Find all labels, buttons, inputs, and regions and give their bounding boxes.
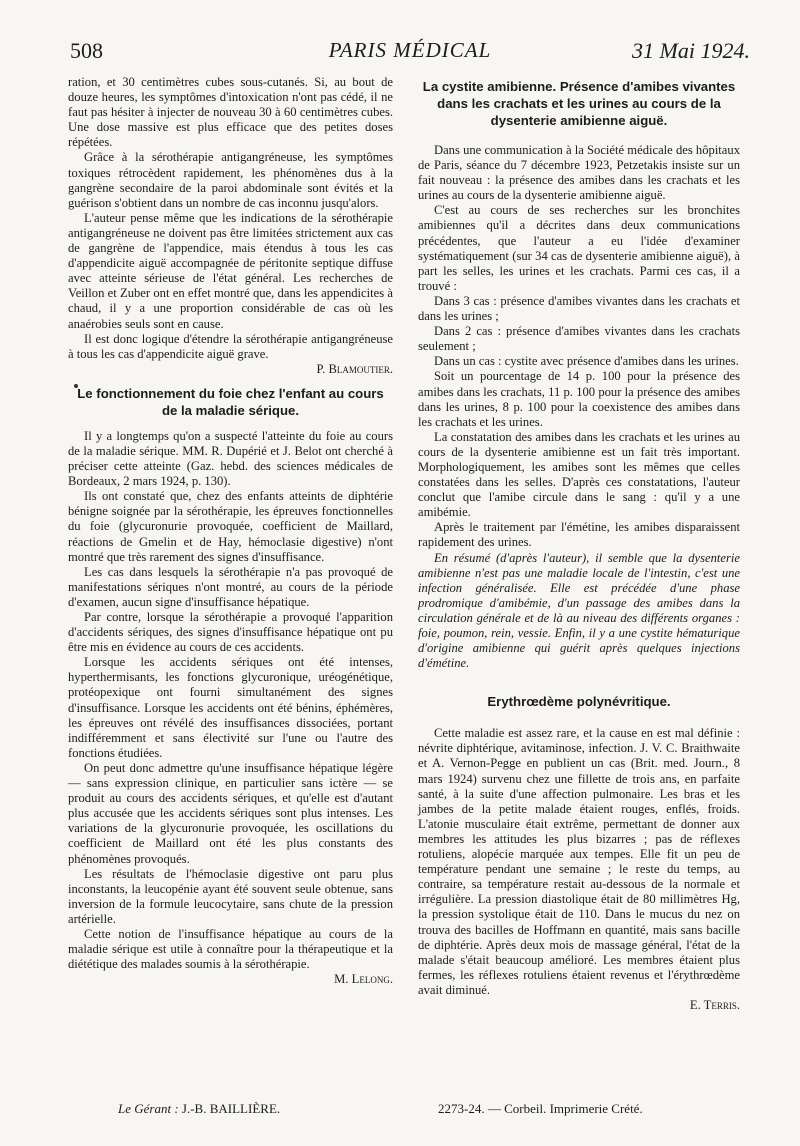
page-header: [70, 38, 750, 68]
gerant-line: [118, 1101, 280, 1117]
journal-title: PARIS MÉDICAL: [328, 38, 492, 62]
paragraph: Il y a longtemps qu'on a suspecté l'atteinte du foie au cours de la maladie sérique. MM. R. Dupérié et J. Belot ont cherché à préciser cette atteinte (Gaz. hebd. des sciences médicales de Bordeaux, 2 mars 1924, p. 130).: [68, 428, 393, 489]
printer-line: 2273-24. — Corbeil. Imprimerie Crété.: [438, 1101, 643, 1116]
paragraph: Après le traitement par l'émétine, les amibes disparaissent rapidement des urines.: [418, 520, 740, 550]
left-column: [68, 75, 393, 987]
paragraph: ration, et 30 centimètres cubes sous-cutanés. Si, au bout de douze heures, les symptômes d'intoxication n'ont pas cédé, il ne faut pas hésiter à injecter de nouveau 30 à 60 centimètres cubes. Une dose massive est plus efficace que des petites doses répétées.: [68, 75, 393, 150]
paragraph: Dans 2 cas : présence d'amibes vivantes dans les crachats seulement ;: [418, 324, 740, 354]
page-number: 508: [70, 38, 103, 63]
paragraph: Les résultats de l'hémoclasie digestive ont paru plus inconstants, la leucopénie ayant été souvent seule obtenue, sans inversion de la formule leucocytaire, sans chute de la pression artérielle.: [68, 866, 393, 926]
paragraph: Ils ont constaté que, chez des enfants atteints de diphtérie bénigne soignée par la sérothérapie, les épreuves fonctionnelles du foie (glycuronurie provoquée, coefficient de Maillard, réactions de Gmelin et de Hay, hémoclasie digestive) n'ont montré que très rarement des signes d'insuffisance.: [68, 489, 393, 564]
right-column: [418, 78, 740, 1013]
author-signature: E. Terris.: [689, 997, 740, 1012]
section-title: La cystite amibienne. Présence d'amibes vivantes dans les crachats et les urines au cours de la dysenterie amibienne aiguë.: [422, 79, 736, 128]
paragraph: Dans 3 cas : présence d'amibes vivantes dans les crachats et dans les urines ;: [418, 293, 740, 324]
paragraph: Dans une communication à la Société médicale des hôpitaux de Paris, séance du 7 décembre 1923, Petzetakis insiste sur un fait nouveau : la présence des amibes dans les crachats et les urines au cours de la dysenterie amibienne aiguë.: [418, 143, 740, 203]
paragraph: Lorsque les accidents sériques ont été intenses, hyperthermisants, les fonctions glycuronique, uréogénétique, protéopexique ont fourni simultanément des signes d'insuffisance. Lorsque les accidents ont été bénins, éphémères, les épreuves ont révélé des insuffisances dissociées, portant indifféremment et sans électivité sur l'une ou l'autre des fonctions étudiées.: [68, 655, 393, 760]
author-signature: P. Blamoutier.: [316, 361, 393, 376]
paragraph: En résumé (d'après l'auteur), il semble que la dysenterie amibienne n'est pas une maladie locale de l'intestin, c'est une infection généralisée. Elle est précédée d'une phase prodromique d'amibémie, d'un passage des amibes dans la circulation générale et de là au niveau des différents organes : foie, poumon, rein, vessie. Enfin, il y a une cystite hématurique d'origine amibienne qui guérit après quelques injections d'émétine.: [418, 550, 740, 671]
author-signature: M. Lelong.: [334, 972, 393, 987]
paragraph: On peut donc admettre qu'une insuffisance hépatique légère — sans expression clinique, en particulier sans ictère — se produit au cours des accidents sériques, et qu'elle est d'autant plus accusée que les accidents sériques sont plus intenses. Les variations de la glycuronurie provoquée, les oscillations du coefficient de Maillard ont été les plus constants des phénomènes provoqués.: [68, 760, 393, 866]
paragraph: Les cas dans lesquels la sérothérapie n'a pas provoqué de manifestations sériques n'ont montré, au cours de la période d'examen, aucun signe d'insuffisance hépatique.: [68, 564, 393, 609]
paragraph: Par contre, lorsque la sérothérapie a provoqué l'apparition d'accidents sériques, des signes d'insuffisance hépatique ont pu être mis en évidence au cours de ces accidents.: [68, 610, 393, 655]
paragraph: Cette maladie est assez rare, et la cause en est mal définie : névrite diphtérique, avitaminose, infection. J. V. C. Braithwaite et A. Vernon-Pegge en publient un cas (Brit. med. Journ., 8 mars 1924) survenu chez une fillette de trois ans, en parfaite santé, à la suite d'une affection pulmonaire. Les bras et les jambes de la petite malade étaient rouges, enflés, froids. L'atonie musculaire était extrême, permettant de donner aux membres les attitudes les plus bizarres ; pas de réflexes rotuliens, alopécie marquée aux tempes. Elle fit un peu de température pendant une semaine ; le reste du temps, au contraire, sa température restait au-dessous de la normale et irrégulière. La pression diastolique était de 80 millimètres Hg, la pression systolique était de 110. Dans le mucus du nez on trouva des bacilles de Hoffmann en quantité, mais sans bacille de diphtérie. Après deux mois de massage général, l'état de la malade s'était beaucoup amélioré. Les membres étaient plus fermes, les réflexes rotuliens étaient revenus et l'érythrœdème avait diminué.: [418, 726, 740, 997]
paragraph: Dans un cas : cystite avec présence d'amibes dans les urines.: [434, 354, 739, 369]
section-title: Erythrœdème polynévritique.: [487, 694, 671, 710]
gerant-name: J.-B. BAILLIÈRE.: [181, 1101, 281, 1116]
section-title: Le fonctionnement du foie chez l'enfant au cours de la maladie sérique.: [77, 385, 384, 418]
gerant-label: Le Gérant :: [118, 1101, 179, 1116]
paragraph: Soit un pourcentage de 14 p. 100 pour la présence des amibes dans les crachats, 11 p. 100 pour la présence des amibes dans les urines, 8 p. 100 pour la coexistence des amibes dans les crachats et les urines.: [418, 369, 740, 429]
paragraph: La constatation des amibes dans les crachats et les urines au cours de la dysenterie amibienne est un fait très important. Morphologiquement, les amibes sont les mêmes que celles constatées dans les selles. D'après ces constatations, l'auteur conclut que l'amibe circule dans le sang : qu'il y a une amibémie.: [418, 429, 740, 520]
paragraph: Cette notion de l'insuffisance hépatique au cours de la maladie sérique est utile à connaître pour la thérapeutique et la diététique des malades soumis à la sérothérapie.: [68, 926, 393, 972]
paragraph: L'auteur pense même que les indications de la sérothérapie antigangréneuse ne doivent pas être limitées strictement aux cas de gangrène de l'appendice, mais étendus à tous les cas d'appendicite aiguë accompagnée de péritonite septique diffuse avec atteinte sérieuse de l'état général. Les recherches de Veillon et Zuber ont en effet montré que, dans les appendicites à chaud, il y a une proportion considérable de cas où les anaérobies seuls sont en cause.: [68, 210, 393, 331]
paragraph: Il est donc logique d'étendre la sérothérapie antigangréneuse à tous les cas d'appendicite aiguë grave.: [68, 331, 393, 361]
paragraph: Grâce à la sérothérapie antigangréneuse, les symptômes toxiques rétrocèdent rapidement, les phénomènes dus à la gangrène secondaire de la paroi abdominale sont évités et la guérison s'obtient dans un nombre de cas inconnu jusqu'alors.: [68, 150, 393, 210]
issue-date: 31 Mai 1924.: [632, 38, 750, 63]
paragraph: C'est au cours de ses recherches sur les bronchites amibiennes qu'il a décrites dans deux communications précédentes, que l'auteur a eu l'idée d'examiner systématiquement (sur 34 cas de dysenterie amibienne aiguë), à part les selles, les urines et les crachats. Parmi ces cas, il a trouvé :: [418, 203, 740, 293]
